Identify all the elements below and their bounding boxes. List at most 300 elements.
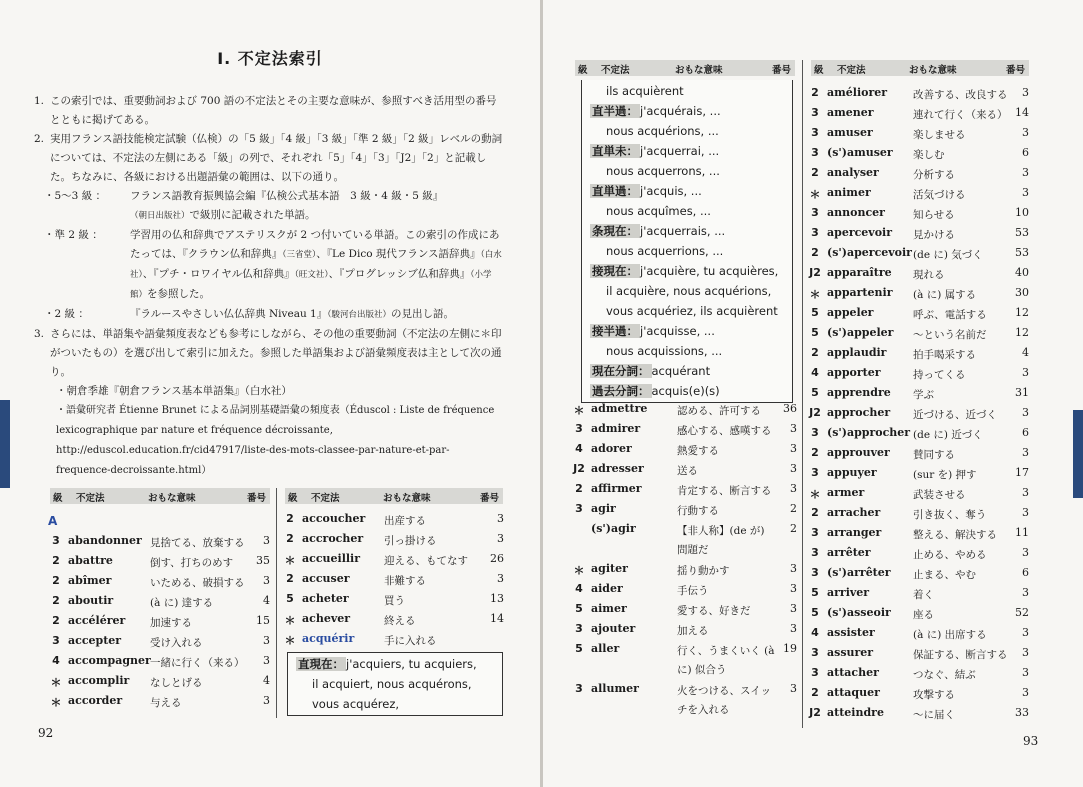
conjugated-form: j'acquerrais, ... <box>640 224 726 238</box>
verb-meaning: 引き抜く、奪う <box>913 509 987 521</box>
conjugation-line <box>590 361 784 381</box>
verb-infinitive: assister <box>827 626 875 639</box>
conjugation-number: 3 <box>790 422 797 435</box>
conjugation-number: 33 <box>1015 706 1029 719</box>
conjugation-number: 3 <box>497 532 504 545</box>
conjugation-number: 17 <box>1015 466 1029 479</box>
verb-meaning: 加速する <box>150 617 192 629</box>
conjugated-form: nous acquerrions, ... <box>606 244 724 258</box>
level-mark: 3 <box>811 146 819 159</box>
conjugation-line <box>590 301 784 321</box>
verb-meaning: (à に) 出席する <box>913 629 987 641</box>
conjugation-number: 3 <box>1022 446 1029 459</box>
right-page <box>543 0 1083 787</box>
verb-infinitive: apparaître <box>827 266 892 279</box>
verb-infinitive: arranger <box>827 526 882 539</box>
verb-infinitive: (s')arrêter <box>827 566 891 579</box>
verb-infinitive: affirmer <box>591 482 642 495</box>
verb-row <box>807 144 1029 164</box>
conjugation-line <box>590 81 784 101</box>
conjugation-number: 3 <box>1022 646 1029 659</box>
conjugation-line <box>590 121 784 141</box>
verb-meaning: 終える <box>384 615 416 627</box>
verb-infinitive: attacher <box>827 666 879 679</box>
verb-meaning: 持ってくる <box>913 369 966 381</box>
intro-text <box>34 92 504 481</box>
verb-infinitive: apprendre <box>827 386 891 399</box>
tense-label: 直半過： <box>592 104 638 118</box>
verb-meaning: 止まる、やむ <box>913 569 976 581</box>
verb-infinitive: accrocher <box>302 532 364 545</box>
level-mark: 2 <box>811 246 819 259</box>
verb-meaning: なしとげる <box>150 677 203 689</box>
verb-infinitive: appeler <box>827 306 874 319</box>
conjugated-form: acquérant <box>651 364 711 378</box>
verb-row <box>571 680 797 720</box>
conjugation-number: 10 <box>1015 206 1029 219</box>
conjugation-number: 3 <box>790 682 797 695</box>
verb-infinitive: approuver <box>827 446 890 459</box>
level-mark: 4 <box>575 582 583 595</box>
conjugation-line <box>590 221 784 241</box>
table-header-col2: 級 不定法 おもな意味 番号 <box>285 488 503 504</box>
column-divider <box>276 488 277 718</box>
conjugation-number: 14 <box>1015 106 1029 119</box>
verb-meaning: 分析する <box>913 169 955 181</box>
verb-meaning: 楽しませる <box>913 129 966 141</box>
conjugation-number: 3 <box>790 482 797 495</box>
verb-row <box>807 384 1029 404</box>
verb-infinitive: acquérir <box>302 632 355 645</box>
verb-infinitive: arriver <box>827 586 870 599</box>
verb-infinitive: amuser <box>827 126 873 139</box>
verb-row <box>807 464 1029 484</box>
table-header-col4: 級 不定法 おもな意味 番号 <box>811 60 1029 76</box>
verb-row <box>282 630 504 650</box>
verb-infinitive: abattre <box>68 554 113 567</box>
verb-infinitive: arrêter <box>827 546 871 559</box>
level-mark: 4 <box>811 366 819 379</box>
conjugated-form: vous acquérez, <box>312 697 400 711</box>
verb-row <box>807 364 1029 384</box>
verb-meaning: 肯定する、断言する <box>677 485 772 497</box>
verb-infinitive: adorer <box>591 442 632 455</box>
conjugation-number: 36 <box>783 402 797 415</box>
verb-meaning: 攻撃する <box>913 689 955 701</box>
conjugation-number: 3 <box>790 562 797 575</box>
conjugation-number: 31 <box>1015 386 1029 399</box>
conjugation-number: 3 <box>263 694 270 707</box>
verb-meaning: 武装させる <box>913 489 966 501</box>
index-thumb-tab <box>0 400 10 488</box>
verb-infinitive: agir <box>591 502 616 515</box>
tense-label: 直現在： <box>298 657 344 671</box>
conjugation-number: 3 <box>1022 406 1029 419</box>
conjugated-form: j'acquisse, ... <box>640 324 715 338</box>
verb-infinitive: accoucher <box>302 512 366 525</box>
verb-meaning: 非難する <box>384 575 426 587</box>
conjugation-number: 3 <box>1022 86 1029 99</box>
verb-row <box>807 544 1029 564</box>
conjugation-number: 3 <box>263 654 270 667</box>
level-mark: 2 <box>811 86 819 99</box>
level-mark: 3 <box>52 534 60 547</box>
conjugation-number: 3 <box>790 602 797 615</box>
verb-meaning: 加える <box>677 625 709 637</box>
level-2: ・2 級 ： 『ラルースやさしい仏仏辞典 Niveau 1』（駿河台出版社）の見出し語。 <box>44 308 454 320</box>
verb-infinitive: analyser <box>827 166 879 179</box>
verb-row <box>807 324 1029 344</box>
verb-meaning: 送る <box>677 465 698 477</box>
verb-list-col3 <box>571 400 797 720</box>
page-number-left: 92 <box>38 726 54 740</box>
level-mark: ＊ <box>284 614 296 627</box>
verb-meaning: 〜に届く <box>913 709 955 721</box>
verb-meaning: 受け入れる <box>150 637 203 649</box>
verb-meaning: 一緒に行く（来る） <box>150 657 245 669</box>
level-mark: ＊ <box>573 564 585 577</box>
verb-infinitive: armer <box>827 486 865 499</box>
verb-row <box>807 504 1029 524</box>
intro-para-1: 1. この索引では、重要動詞および 700 語の不定法とその主要な意味が、参照すべき活用型の番号とともに掲げてある。 <box>34 95 497 126</box>
conjugation-number: 3 <box>1022 586 1029 599</box>
verb-infinitive: appartenir <box>827 286 893 299</box>
conjugation-number: 12 <box>1015 326 1029 339</box>
verb-meaning: 見かける <box>913 229 955 241</box>
verb-row <box>571 560 797 580</box>
conjugation-number: 4 <box>263 594 270 607</box>
conjugation-line <box>590 201 784 221</box>
verb-meaning: 呼ぶ、電話する <box>913 309 987 321</box>
level-mark: 2 <box>811 446 819 459</box>
level-mark: 3 <box>575 622 583 635</box>
verb-meaning: 熱愛する <box>677 445 719 457</box>
level-mark: 3 <box>811 226 819 239</box>
verb-infinitive: achever <box>302 612 351 625</box>
verb-infinitive: applaudir <box>827 346 887 359</box>
verb-row <box>807 304 1029 324</box>
level-mark: ＊ <box>809 288 821 301</box>
tense-label: 直単過： <box>592 184 638 198</box>
conjugated-form: j'acquis, ... <box>640 184 702 198</box>
verb-infinitive: appuyer <box>827 466 877 479</box>
verb-infinitive: amener <box>827 106 874 119</box>
verb-infinitive: admettre <box>591 402 648 415</box>
table-header-col1: 級 不定法 おもな意味 番号 <box>50 488 270 504</box>
conjugation-line <box>590 281 784 301</box>
verb-meaning: 手に入れる <box>384 635 437 647</box>
conjugation-number: 3 <box>790 462 797 475</box>
conjugation-line <box>590 261 784 281</box>
verb-meaning: 楽しむ <box>913 149 945 161</box>
verb-infinitive: apercevoir <box>827 226 893 239</box>
conjugated-form: j'acquerrai, ... <box>640 144 720 158</box>
conjugated-form: nous acquérions, ... <box>606 124 719 138</box>
conjugation-number: 40 <box>1015 266 1029 279</box>
left-page <box>0 0 540 787</box>
conjugated-form: ils acquièrent <box>606 84 684 98</box>
conjugation-line <box>590 381 784 401</box>
level-mark: J2 <box>809 266 821 279</box>
level-mark: J2 <box>573 462 585 475</box>
verb-row <box>282 530 504 550</box>
conjugation-number: 6 <box>1022 146 1029 159</box>
level-mark: 2 <box>811 166 819 179</box>
verb-row <box>807 704 1029 724</box>
verb-row <box>48 592 270 612</box>
verb-infinitive: accomplir <box>68 674 130 687</box>
level-mark: 2 <box>575 482 583 495</box>
conjugation-number: 52 <box>1015 606 1029 619</box>
level-mark: 3 <box>575 502 583 515</box>
verb-meaning: 保証する、断言する <box>913 649 1008 661</box>
level-mark: 3 <box>811 566 819 579</box>
verb-row <box>282 610 504 630</box>
verb-row <box>807 564 1029 584</box>
level-mark: 5 <box>811 386 819 399</box>
verb-row <box>571 460 797 480</box>
conjugation-number: 3 <box>1022 546 1029 559</box>
verb-meaning: 近づける、近づく <box>913 409 997 421</box>
verb-row <box>571 620 797 640</box>
level-mark: J2 <box>809 406 821 419</box>
verb-infinitive: aimer <box>591 602 627 615</box>
verb-row <box>48 692 270 712</box>
level-mark: ＊ <box>50 696 62 709</box>
conjugation-number: 13 <box>490 592 504 605</box>
conjugation-number: 3 <box>790 582 797 595</box>
verb-list-col2 <box>282 510 504 650</box>
table-header-col3: 級 不定法 おもな意味 番号 <box>575 60 795 76</box>
verb-meaning: (de に) 気づく <box>913 249 983 261</box>
conjugated-form: j'acquérais, ... <box>640 104 721 118</box>
conjugation-number: 3 <box>790 442 797 455</box>
verb-row <box>807 444 1029 464</box>
conjugated-form: nous acquîmes, ... <box>606 204 711 218</box>
verb-row <box>282 570 504 590</box>
verb-infinitive: adresser <box>591 462 644 475</box>
verb-infinitive: assurer <box>827 646 874 659</box>
level-mark: 2 <box>286 532 294 545</box>
conjugation-number: 3 <box>263 534 270 547</box>
intro-para-2: 2. 実用フランス語技能検定試験（仏検）の「5 級」「4 級」「3 級」「準 2 級」「2 級」レベルの動詞については、不定法の左側にある「級」の列で、それぞれ「5」「4」「3」「J2」「2」と記載した。ちなみに、各級における出題語彙の範囲は、以下の通り。 <box>34 133 503 183</box>
conjugation-number: 11 <box>1015 526 1029 539</box>
verb-infinitive: approcher <box>827 406 891 419</box>
level-mark: 3 <box>811 126 819 139</box>
verb-row <box>807 684 1029 704</box>
verb-row <box>807 524 1029 544</box>
verb-meaning: 手伝う <box>677 585 709 597</box>
level-5-3: ・5〜3 級 ： フランス語教育振興協会編『仏検公式基本語 3 級・4 級・5 級』 （朝日出版社）で級別に記載された単語。 <box>44 190 444 221</box>
verb-row <box>282 510 504 530</box>
verb-meaning: いためる、破損する <box>150 577 245 589</box>
verb-row <box>282 590 504 610</box>
verb-row <box>807 264 1029 284</box>
conjugation-number: 3 <box>1022 186 1029 199</box>
verb-meaning: 倒す、打ちのめす <box>150 557 234 569</box>
level-mark: 3 <box>52 634 60 647</box>
conjugated-form: il acquiert, nous acquérons, <box>312 677 472 691</box>
conjugation-line <box>590 321 784 341</box>
level-mark: 2 <box>52 614 60 627</box>
verb-meaning: 連れて行く（来る） <box>913 109 1008 121</box>
verb-meaning: 賛同する <box>913 449 955 461</box>
conjugated-form: vous acquériez, ils acquièrent <box>606 304 778 318</box>
verb-row <box>807 204 1029 224</box>
conjugated-form: nous acquerrons, ... <box>606 164 720 178</box>
verb-meaning: 感心する、感嘆する <box>677 425 772 437</box>
verb-meaning: 座る <box>913 609 934 621</box>
verb-meaning: 買う <box>384 595 405 607</box>
conjugation-number: 15 <box>256 614 270 627</box>
conjugation-number: 3 <box>1022 486 1029 499</box>
verb-meaning: (à に) 属する <box>913 289 977 301</box>
verb-row <box>48 632 270 652</box>
verb-meaning: 与える <box>150 697 182 709</box>
conjugation-number: 2 <box>790 522 797 535</box>
verb-row <box>571 520 797 560</box>
verb-row <box>807 124 1029 144</box>
conjugation-number: 12 <box>1015 306 1029 319</box>
level-mark: 4 <box>52 654 60 667</box>
verb-infinitive: accuser <box>302 572 350 585</box>
conjugation-number: 3 <box>263 574 270 587</box>
verb-infinitive: accepter <box>68 634 122 647</box>
level-mark: 2 <box>52 554 60 567</box>
verb-meaning: 愛する、好きだ <box>677 605 751 617</box>
verb-infinitive: (s')apercevoir <box>827 246 912 259</box>
conjugation-line <box>590 101 784 121</box>
conjugation-number: 14 <box>490 612 504 625</box>
verb-infinitive: (s')appeler <box>827 326 894 339</box>
conjugation-box-acquerir-cont <box>581 80 793 403</box>
verb-infinitive: aller <box>591 642 620 655</box>
conjugation-number: 6 <box>1022 566 1029 579</box>
verb-row <box>48 612 270 632</box>
verb-meaning: 火をつける、スイッチを入れる <box>677 685 772 716</box>
tense-label: 接現在： <box>592 264 638 278</box>
level-mark: 3 <box>575 422 583 435</box>
verb-infinitive: atteindre <box>827 706 884 719</box>
conjugation-line <box>296 674 494 694</box>
verb-infinitive: admirer <box>591 422 641 435</box>
verb-meaning: 引っ掛ける <box>384 535 437 547</box>
column-divider-right <box>802 60 803 728</box>
verb-meaning: 見捨てる、放棄する <box>150 537 245 549</box>
verb-row <box>282 550 504 570</box>
verb-row <box>571 500 797 520</box>
conjugation-number: 3 <box>1022 166 1029 179</box>
conjugation-number: 53 <box>1015 246 1029 259</box>
level-mark: 5 <box>811 306 819 319</box>
conjugated-form: j'acquière, tu acquières, <box>640 264 779 278</box>
conjugation-number: 3 <box>1022 366 1029 379</box>
verb-row <box>571 400 797 420</box>
conjugated-form: acquis(e)(s) <box>651 384 720 398</box>
level-j2: ・準 2 級 ： 学習用の仏和辞典でアステリスクが 2 つ付いている単語。この索引の作成にあたっては、『クラウン仏和辞典』（三省堂）、『Le Dico 現代フランス語辞典』（白水社）、『プチ・ロワイヤル仏和辞典』（旺文社）、『プログレッシブ仏和辞典』（小学館）を参照した。 <box>44 229 502 300</box>
verb-infinitive: accorder <box>68 694 123 707</box>
verb-meaning: 出産する <box>384 515 426 527</box>
tense-label: 直単未： <box>592 144 638 158</box>
verb-meaning: 迎える、もてなす <box>384 555 468 567</box>
page-title: I. 不定法索引 <box>217 49 323 68</box>
verb-infinitive: attaquer <box>827 686 880 699</box>
verb-meaning: 改善する、改良する <box>913 89 1008 101</box>
tense-label: 現在分詞： <box>592 364 650 378</box>
conjugation-number: 4 <box>263 674 270 687</box>
verb-infinitive: allumer <box>591 682 639 695</box>
verb-meaning: 認める、許可する <box>677 405 761 417</box>
conjugation-number: 19 <box>783 642 797 655</box>
verb-meaning: 【非人称】(de が) 問題だ <box>677 525 765 556</box>
conjugation-number: 3 <box>1022 666 1029 679</box>
level-mark: 3 <box>811 526 819 539</box>
verb-meaning: 知らせる <box>913 209 955 221</box>
conjugated-form: nous acquissions, ... <box>606 344 723 358</box>
level-mark: J2 <box>809 706 821 719</box>
verb-meaning: 行動する <box>677 505 719 517</box>
verb-meaning: (à に) 達する <box>150 597 214 609</box>
level-mark: 3 <box>811 466 819 479</box>
conjugation-number: 3 <box>1022 126 1029 139</box>
verb-meaning: つなぐ、結ぶ <box>913 669 976 681</box>
verb-meaning: 現れる <box>913 269 945 281</box>
verb-row <box>48 652 270 672</box>
conjugation-line <box>296 654 494 674</box>
level-mark: 2 <box>286 572 294 585</box>
verb-row <box>807 664 1029 684</box>
verb-row <box>807 284 1029 304</box>
verb-list-col1 <box>48 512 270 712</box>
verb-meaning: 活気づける <box>913 189 966 201</box>
verb-row <box>807 624 1029 644</box>
conjugated-form: j'acquiers, tu acquiers, <box>346 657 477 671</box>
verb-infinitive: apporter <box>827 366 881 379</box>
verb-row <box>807 604 1029 624</box>
conjugation-line <box>590 241 784 261</box>
verb-row <box>807 104 1029 124</box>
level-mark: 5 <box>286 592 294 605</box>
verb-meaning: 拍手喝采する <box>913 349 976 361</box>
level-mark: 5 <box>575 602 583 615</box>
conjugation-number: 30 <box>1015 286 1029 299</box>
level-mark: 3 <box>811 206 819 219</box>
verb-meaning: 〜という名前だ <box>913 329 987 341</box>
verb-infinitive: aboutir <box>68 594 114 607</box>
level-mark: 2 <box>286 512 294 525</box>
level-mark: 2 <box>52 594 60 607</box>
verb-meaning: 整える、解決する <box>913 529 997 541</box>
verb-infinitive: (s')asseoir <box>827 606 891 619</box>
tense-label: 条現在： <box>592 224 638 238</box>
level-mark: 3 <box>811 426 819 439</box>
index-thumb-tab-right <box>1073 410 1083 498</box>
source-2: ・語彙研究者 Étienne Brunet による品詞別基礎語彙の頻度表（Éduscol : Liste de fréquence lexicographique par nature et fréquence décroissante, http://eduscol.education.fr/cid47917/liste-des-mots-classee-par-nature-et-par-frequence-decroissante.html） <box>56 405 495 476</box>
verb-infinitive: abandonner <box>68 534 142 547</box>
level-mark: 2 <box>811 506 819 519</box>
level-mark: 5 <box>811 606 819 619</box>
verb-row <box>48 532 270 552</box>
verb-meaning: 止める、やめる <box>913 549 987 561</box>
conjugation-number: 3 <box>1022 506 1029 519</box>
level-mark: 2 <box>811 686 819 699</box>
level-mark: 5 <box>811 586 819 599</box>
verb-row <box>807 164 1029 184</box>
page-number-right: 93 <box>1023 734 1039 748</box>
verb-row <box>571 580 797 600</box>
verb-meaning: 揺り動かす <box>677 565 730 577</box>
level-mark: 3 <box>575 682 583 695</box>
